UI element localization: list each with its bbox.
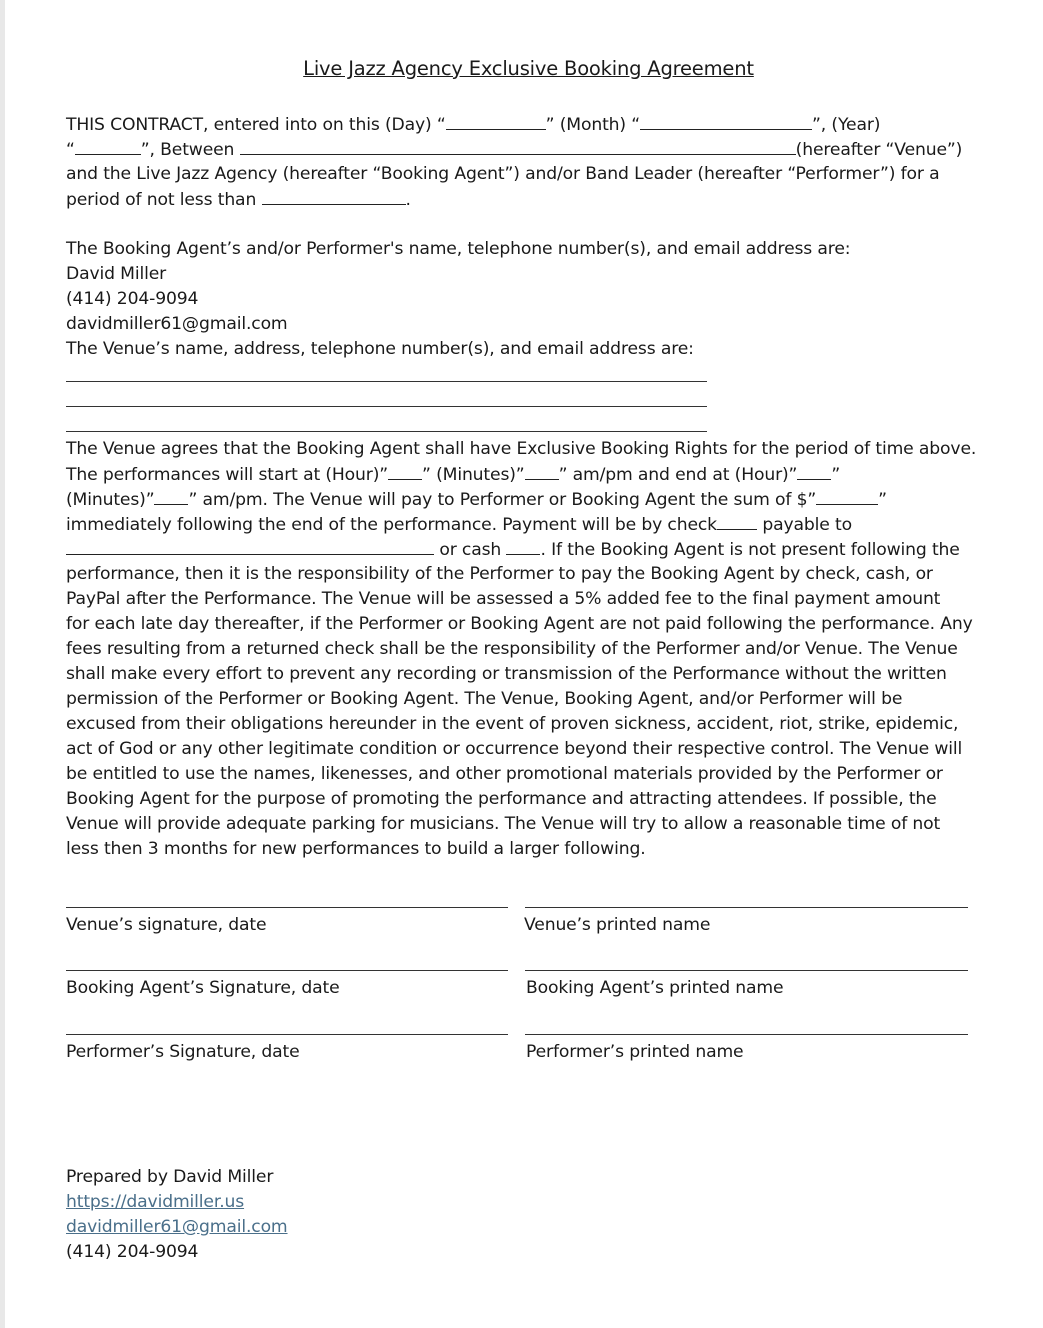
terms-body-line: act of God or any other legitimate condition or occurrence beyond their respective control. The Venue will [66,739,963,759]
agent-printed-name-line[interactable] [525,970,968,971]
agent-name: David Miller [66,264,167,284]
payee-blank[interactable] [66,537,434,555]
venue-name-blank[interactable] [240,137,796,155]
terms-line-5 [66,537,960,563]
venue-signature-label: Venue’s signature, date [66,915,267,935]
agent-email: davidmiller61@gmail.com [66,314,288,334]
terms-text: ” am/pm. The Venue will pay to Performer or Booking Agent the sum of $” [188,490,817,510]
terms-body-line: for each late day thereafter, if the Performer or Booking Agent are not paid following the performance. Any [66,614,973,634]
terms-body-line: shall make every effort to prevent any recording or transmission of the Performance without the written [66,664,947,684]
website-link[interactable]: https://davidmiller.us [66,1192,245,1212]
intro-line-1 [66,112,880,138]
terms-line-2 [66,462,840,488]
intro-line-2 [66,137,962,163]
terms-body-line: performance, then it is the responsibility of the Performer to pay the Booking Agent by check, cash, or [66,564,933,584]
terms-body-line: PayPal after the Performance. The Venue will be assessed a 5% added fee to the final payment amount [66,589,941,609]
intro-text: ”, Between [140,140,235,160]
performer-signature-line[interactable] [66,1034,508,1035]
venue-printed-name-label: Venue’s printed name [524,915,711,935]
terms-text: ” am/pm and end at (Hour)” [558,465,798,485]
terms-text: The performances will start at (Hour)” [66,465,389,485]
cash-blank[interactable] [506,537,540,555]
terms-body-line: Venue will provide adequate parking for musicians. The Venue will try to allow a reasonable time of not [66,814,941,834]
terms-body-line: Booking Agent for the purpose of promoting the performance and attracting attendees. If possible, the [66,789,937,809]
terms-text: ” [878,490,887,510]
terms-text: immediately following the end of the performance. Payment will be by check [66,515,717,535]
agent-phone: (414) 204-9094 [66,289,199,309]
terms-body-line: excused from their obligations hereunder in the event of proven sickness, accident, riot, strike, epidemic, [66,714,959,734]
terms-body-line: permission of the Performer or Booking Agent. The Venue, Booking Agent, and/or Performer will be [66,689,903,709]
venue-info-blank-1[interactable] [66,381,707,382]
terms-line-1: The Venue agrees that the Booking Agent shall have Exclusive Booking Rights for the period of time above. [66,439,977,459]
terms-text: ” (Minutes)” [422,465,525,485]
period-blank[interactable] [262,187,406,205]
day-blank[interactable] [446,112,546,130]
footer-phone: (414) 204-9094 [66,1242,199,1262]
year-blank[interactable] [75,137,141,155]
intro-line-4 [66,187,411,213]
terms-body-line: be entitled to use the names, likenesses, and other promotional materials provided by the Performer or [66,764,943,784]
venue-printed-name-line[interactable] [525,907,968,908]
intro-text: (hereafter “Venue”) [795,140,963,160]
performer-signature-label: Performer’s Signature, date [66,1042,300,1062]
month-blank[interactable] [640,112,812,130]
terms-text: . If the Booking Agent is not present following the [540,540,960,560]
page-edge [0,0,5,1328]
venue-info-heading: The Venue’s name, address, telephone number(s), and email address are: [66,339,694,359]
terms-text: ” [831,465,841,485]
document-title: Live Jazz Agency Exclusive Booking Agreement [303,57,754,80]
intro-text: “ [66,140,75,160]
terms-body-line: less then 3 months for new performances to build a larger following. [66,839,646,859]
agent-info-heading: The Booking Agent’s and/or Performer's name, telephone number(s), and email address are: [66,239,851,259]
intro-text: . [405,190,411,210]
end-hour-blank[interactable] [797,462,831,480]
terms-line-4 [66,512,852,538]
agent-signature-line[interactable] [66,970,508,971]
check-blank[interactable] [717,512,757,530]
venue-info-blank-3[interactable] [66,431,707,432]
terms-body-line: fees resulting from a returned check shall be the responsibility of the Performer and/or Venue. The Venue [66,639,958,659]
intro-text: ” (Month) “ [545,115,641,135]
intro-line-3: and the Live Jazz Agency (hereafter “Booking Agent”) and/or Band Leader (hereafter “Performer”) for a [66,164,940,184]
start-hour-blank[interactable] [388,462,422,480]
terms-line-3 [66,487,887,513]
sum-blank[interactable] [816,487,878,505]
intro-text: period of not less than [66,190,257,210]
start-minutes-blank[interactable] [525,462,559,480]
agent-signature-label: Booking Agent’s Signature, date [66,978,340,998]
venue-info-blank-2[interactable] [66,406,707,407]
agent-printed-name-label: Booking Agent’s printed name [526,978,784,998]
intro-text: THIS CONTRACT, entered into on this (Day) “ [66,115,446,135]
terms-text: payable to [762,515,852,535]
intro-text: ”, (Year) [812,115,881,135]
venue-signature-line[interactable] [66,907,508,908]
terms-text: (Minutes)” [66,490,155,510]
terms-text: or cash [439,540,502,560]
prepared-by: Prepared by David Miller [66,1167,274,1187]
performer-printed-name-label: Performer’s printed name [526,1042,744,1062]
terms-body [66,562,991,862]
performer-printed-name-line[interactable] [525,1034,968,1035]
email-link[interactable]: davidmiller61@gmail.com [66,1217,288,1237]
end-minutes-blank[interactable] [154,487,188,505]
